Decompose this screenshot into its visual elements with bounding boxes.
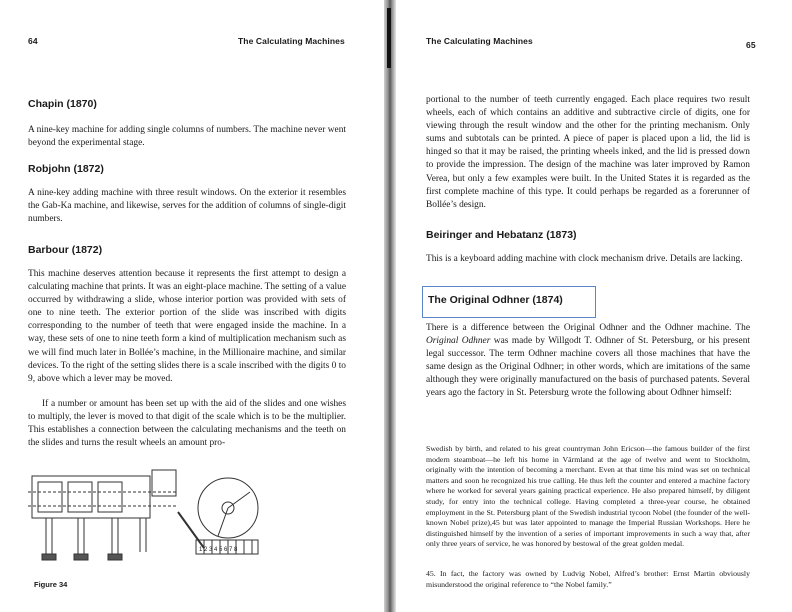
figure-digit-wheel: 1 2 3 4 5 6 7 8 bbox=[199, 547, 238, 553]
heading-robjohn: Robjohn (1872) bbox=[28, 163, 104, 175]
paragraph-barbour-1: This machine deserves attention because it represents the first attempt to design a calculating machine that prints. It was an eight-place machine. The setting of a value occurred by withdrawing a slide, whose interior portion was provided with sets of one to nine teeth. The exterior portion of the slide was inscribed with digits corresponding to the number of teeth that were engaged inside the machine. In a way, these sets of one to nine teeth form a kind of multiplication mechanism such as we will find much later in Bollée’s machine, in the Millionaire machine, and similar devices. To the right of the setting slides there is a scale inscribed with the digits 0 to 9, above which a lever may be moved. bbox=[28, 269, 346, 384]
paragraph-barbour-2: If a number or amount has been set up with the aid of the slides and one wishes to multiply, the lever is moved to that digit of the scale which is to be the multiplier. This establishes a connection between the calculating mechanisms and the teeth on the slides and turns the result wheels an amount pro- bbox=[28, 399, 346, 449]
paragraph-beiringer: This is a keyboard adding machine with clock mechanism drive. Details are lacking. bbox=[426, 254, 743, 264]
figure-caption: Figure 34 bbox=[34, 580, 68, 589]
paragraph-continuation: portional to the number of teeth currently engaged. Each place requires two result wheels, each of which contains an additive and subtractive circle of digits, one for viewing through the result window and the other for the printing mechanism. Only sums and subtotals can be printed. A piece of paper is placed upon a lid, the lid is hinged so that it may be raised, the printing wheels inked, and the lid is pressed down to provide the impression. The design of the machine was later improved by Ramon Verea, but only a few examples were built. In the United States it is regarded as the first complete machine of this type. It could perhaps be regarded as a forerunner of Bollée’s design. bbox=[426, 95, 750, 210]
odhner-text-italic: Original Odhner bbox=[426, 336, 491, 347]
quote-odhner-biography: Swedish by birth, and related to his great countryman John Ericson—the famous builder of the first modern steamboat—he left his home in Värmland at the age of twelve and went to Stockholm, originally with the intention of becoming a merchant. Even at that time his mind was set on technical matters and soon he recognized his true calling. He thus left the counter and entered a machine factory where he worked for several years gaining practical experience. He also prepared himself, by diligent study, for entry into the technical college. Having completed a three-year course, he obtained employment in the St. Petersburg plant of the Swedish industrial tycoon Nobel (the founder of the well-known Nobel prize),45 but was later appointed to manage the Imperial Russian Workshops. Here he distinguished himself by the invention of a series of important improvements in such a way that, after only three years of service, he was honored by bestowal of the great golden medal. bbox=[426, 444, 750, 549]
left-page bbox=[0, 0, 386, 612]
footnote-45: 45. In fact, the factory was owned by Ludvig Nobel, Alfred’s brother: Ernst Martin obviously misunderstood the original reference to “the Nobel family.” bbox=[426, 569, 750, 589]
paragraph-robjohn: A nine-key adding machine with three result windows. On the exterior it resembles the Gab-Ka machine, and likewise, serves for the addition of columns of single-digit numbers. bbox=[28, 188, 346, 225]
book-gutter bbox=[384, 0, 396, 612]
right-page bbox=[396, 0, 792, 612]
paragraph-chapin: A nine-key machine for adding single columns of numbers. The machine never went beyond the experimental stage. bbox=[28, 125, 346, 149]
heading-chapin: Chapin (1870) bbox=[28, 98, 97, 110]
paragraph-odhner bbox=[426, 322, 750, 401]
heading-barbour: Barbour (1872) bbox=[28, 244, 103, 256]
heading-beiringer: Beiringer and Hebatanz (1873) bbox=[426, 229, 577, 241]
gutter-shadow bbox=[387, 8, 391, 68]
figure-34-illustration bbox=[28, 462, 260, 574]
heading-original-odhner: The Original Odhner (1874) bbox=[428, 294, 563, 306]
running-head-right: The Calculating Machines bbox=[426, 36, 533, 46]
odhner-text-b: was made by Willgodt T. Odhner of St. Petersburg, or his present legal successor. The term Odhner machine covers all those machines that have the same design as the Original Odhner; in other words, which are imitations of the same although they were originally manufactured on the basis of purchased patents. Several years ago the factory in St. Petersburg wrote the following about Odhner himself: bbox=[426, 336, 750, 399]
odhner-text-a: There is a difference between the Original Odhner and the Odhner machine. The bbox=[426, 323, 750, 333]
running-head-left: The Calculating Machines bbox=[238, 36, 345, 46]
page-number-right: 65 bbox=[746, 40, 756, 50]
page-number-left: 64 bbox=[28, 36, 38, 46]
